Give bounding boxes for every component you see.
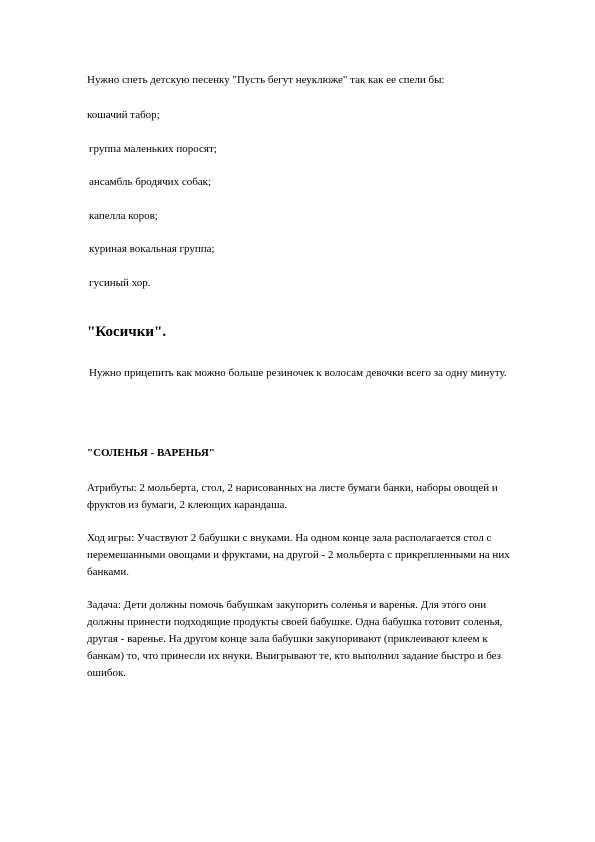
task-line: другая - варенье. На другом конце зала бабушки закупоривают (приклеивают клеем к <box>87 633 488 645</box>
attributes-line: Атрибуты: 2 мольберта, стол, 2 нарисованных на листе бумаги банки, наборы овощей и <box>87 482 498 494</box>
game-line: Ход игры: Участвуют 2 бабушки с внуками. На одном конце зала располагается стол с <box>87 532 492 544</box>
song-item: гусиный хор. <box>89 277 151 289</box>
attributes-paragraph <box>87 480 537 514</box>
attributes-line: фруктов из бумаги, 2 клеющих карандаша. <box>87 499 288 511</box>
game-line: банками. <box>87 566 130 578</box>
task-line: должны принести подходящие продукты своей бабушке. Одна бабушка готовит соленья, <box>87 616 503 628</box>
task-line: ошибок. <box>87 667 127 679</box>
song-item: куриная вокальная группа; <box>89 243 215 255</box>
song-intro: Нужно спеть детскую песенку "Пусть бегут неуклюже" так как ее спели бы: <box>87 74 445 86</box>
pickles-title: "СОЛЕНЬЯ - ВАРЕНЬЯ" <box>87 447 215 459</box>
game-line: перемешанными овощами и фруктами, на другой - 2 мольберта с прикрепленными на них <box>87 549 510 561</box>
song-item: кошачий табор; <box>87 109 160 121</box>
braids-text: Нужно прицепить как можно больше резиночек к волосам девочки всего за одну минуту. <box>89 367 507 379</box>
song-item: группа маленьких поросят; <box>89 143 217 155</box>
task-paragraph <box>87 597 537 682</box>
braids-title: "Косички". <box>87 324 167 340</box>
task-line: банкам) то, что принесли их внуки. Выигрывают те, кто выполнил задание быстро и без <box>87 650 502 662</box>
song-item: капелла коров; <box>89 210 158 222</box>
task-line: Задача: Дети должны помочь бабушкам закупорить соленья и варенья. Для этого они <box>87 599 487 611</box>
game-paragraph <box>87 530 537 581</box>
song-item: ансамбль бродячих собак; <box>89 176 212 188</box>
